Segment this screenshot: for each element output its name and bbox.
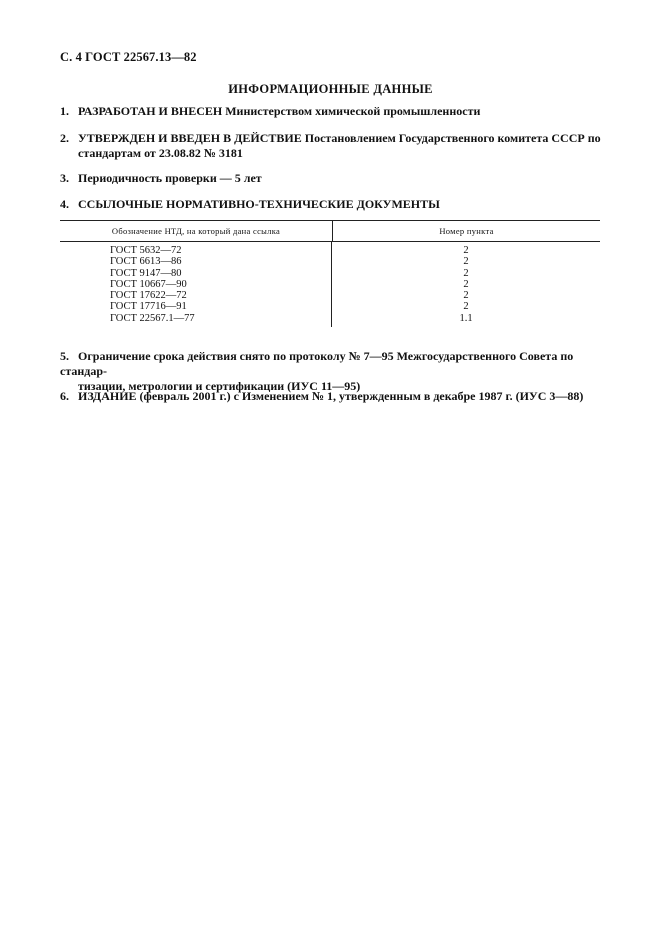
item-number: 2.: [60, 131, 69, 145]
table-cell-document: ГОСТ 9147—80: [110, 267, 182, 279]
info-item-5: [60, 349, 605, 394]
table-body: [60, 242, 600, 327]
item-number: 6.: [60, 389, 69, 403]
info-item-1: [60, 104, 605, 119]
table-cell-clause: 1.1: [459, 312, 473, 324]
table-cell-document: ГОСТ 17716—91: [110, 301, 187, 313]
table-cell-clause: 2: [463, 278, 469, 290]
document-column: [60, 242, 332, 327]
table-cell-clause: 2: [463, 290, 469, 302]
item-text-continuation: стандартам от 23.08.82 № 3181: [78, 146, 243, 160]
item-text: Периодичность проверки — 5 лет: [78, 171, 262, 185]
column-header-clause: Номер пункта: [439, 226, 494, 236]
item-text: ССЫЛОЧНЫЕ НОРМАТИВНО-ТЕХНИЧЕСКИЕ ДОКУМЕНТЫ: [78, 197, 440, 211]
section-title: ИНФОРМАЦИОННЫЕ ДАННЫЕ: [228, 82, 433, 96]
table-cell-document: ГОСТ 22567.1—77: [110, 312, 195, 324]
table-cell-clause: 2: [463, 245, 469, 256]
info-item-2: [60, 131, 605, 161]
item-number: 5.: [60, 349, 69, 363]
table-cell-document: ГОСТ 10667—90: [110, 278, 187, 290]
item-text: Ограничение срока действия снято по протоколу № 7—95 Межгосударственного Совета по стандар-: [60, 349, 574, 378]
item-number: 4.: [60, 197, 69, 211]
item-number: 1.: [60, 104, 69, 118]
item-number: 3.: [60, 171, 69, 185]
table-cell-clause: 2: [463, 267, 469, 279]
table-cell-document: ГОСТ 5632—72: [110, 245, 182, 256]
item-text: УТВЕРЖДЕН И ВВЕДЕН В ДЕЙСТВИЕ Постановлением Государственного комитета СССР по: [78, 131, 601, 145]
info-item-6: [60, 389, 605, 404]
item-text-continuation: тизации, метрологии и сертификации (ИУС 11—95): [78, 379, 361, 393]
info-item-3: [60, 171, 605, 186]
table-cell-clause: 2: [463, 301, 469, 313]
table-header: [60, 221, 600, 242]
item-text: ИЗДАНИЕ (февраль 2001 г.) с Изменением № 1, утвержденным в декабре 1987 г. (ИУС 3—88): [78, 389, 584, 403]
reference-documents-table: [60, 220, 600, 327]
table-cell-document: ГОСТ 17622—72: [110, 290, 187, 302]
table-cell-clause: 2: [463, 256, 469, 268]
page-header: С. 4 ГОСТ 22567.13—82: [60, 50, 197, 64]
info-item-4: [60, 197, 605, 212]
item-text: РАЗРАБОТАН И ВНЕСЕН Министерством химической промышленности: [78, 104, 481, 118]
clause-column: [332, 242, 600, 327]
column-header-document: Обозначение НТД, на который дана ссылка: [60, 221, 333, 241]
table-cell-document: ГОСТ 6613—86: [110, 256, 182, 268]
